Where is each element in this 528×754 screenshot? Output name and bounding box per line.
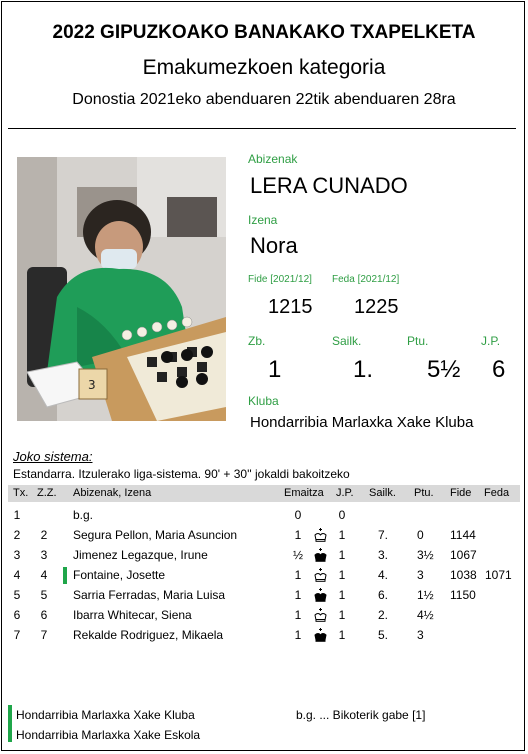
player-club: Hondarribia Marlaxka Xake Kluba [250,414,474,431]
games-label: J.P. [481,334,501,348]
fide-label: Fide [2021/12] [248,274,312,285]
cell-fide: 1067 [450,548,477,562]
cell-result: ½ [292,548,303,562]
cell-result: 1 [294,628,302,642]
cell-result: 1 [294,528,302,542]
zb-label: Zb. [248,334,266,348]
header-divider [8,128,516,129]
cell-name: b.g. [73,508,94,522]
col-round: Tx. [13,487,29,499]
cell-rank: 5. [378,628,389,642]
cell-jp: 1 [338,548,346,562]
svg-text:3: 3 [88,378,96,392]
cell-round: 6 [13,608,21,622]
col-points: Ptu. [414,487,434,499]
player-games: 6 [492,356,506,383]
system-heading: Joko sistema: [13,449,93,464]
cell-rank: 2. [378,608,389,622]
tournament-title: 2022 GIPUZKOAKO BANAKAKO TXAPELKETA [52,22,476,43]
cell-fide: 1144 [450,528,476,542]
club-marker [8,705,12,742]
cell-result: 1 [294,568,302,582]
cell-points: 4½ [417,608,434,622]
cell-rank: 7. [378,528,389,542]
cell-rank: 6. [378,588,389,602]
cell-zz: 4 [40,568,48,582]
player-points: 5½ [427,356,461,383]
cell-zz: 5 [40,588,48,602]
black-king-icon [313,587,328,602]
cell-points: 3 [417,568,424,582]
cell-round: 7 [13,628,21,642]
cell-name: Segura Pellon, Maria Asuncion [73,528,238,542]
cell-name: Rekalde Rodriguez, Mikaela [73,628,224,642]
cell-name: Jimenez Legazque, Irune [73,548,208,562]
col-name: Abizenak, Izena [73,487,152,499]
cell-zz: 3 [40,548,48,562]
player-name: Nora [250,233,298,258]
cell-jp: 1 [338,608,346,622]
cell-points: 3 [417,628,424,642]
rank-label: Sailk. [332,334,362,348]
cell-zz: 7 [40,628,48,642]
system-description: Estandarra. Itzulerako liga-sistema. 90' + 30'' jokaldi bakoitzeko [13,467,350,481]
cell-jp: 0 [338,508,346,522]
cell-feda: 1071 [485,568,512,582]
club-marker [63,567,67,584]
cell-round: 5 [13,588,21,602]
col-feda: Feda [484,487,510,499]
footer-club: Hondarribia Marlaxka Xake Kluba [16,708,195,722]
cell-result: 1 [294,588,302,602]
player-rank: 1. [353,356,374,383]
points-label: Ptu. [407,334,429,348]
cell-name: Sarria Ferradas, Maria Luisa [73,588,226,602]
cell-zz: 6 [40,608,48,622]
fide-rating: 1215 [268,296,313,318]
cell-fide: 1038 [450,568,477,582]
name-label: Izena [248,213,278,227]
feda-rating: 1225 [354,296,399,318]
location-dates: Donostia 2021eko abenduaren 22tik abenduaren 28ra [72,91,456,108]
col-result: Emaitza [284,487,324,499]
footer-note: b.g. ... Bikoterik gabe [1] [296,708,426,722]
cell-jp: 1 [338,628,346,642]
col-fide: Fide [450,487,472,499]
cell-result: 1 [294,608,302,622]
footer-school: Hondarribia Marlaxka Xake Eskola [16,728,201,742]
cell-jp: 1 [338,528,346,542]
cell-result: 0 [294,508,302,522]
cell-round: 2 [13,528,21,542]
black-king-icon [313,547,328,562]
cell-jp: 1 [338,588,346,602]
cell-name: Fontaine, Josette [73,568,166,582]
category-title: Emakumezkoen kategoria [142,56,386,79]
cell-points: 3½ [417,548,434,562]
cell-round: 1 [13,508,21,522]
white-king-icon [313,607,328,622]
club-label: Kluba [248,394,279,408]
cell-rank: 4. [378,568,389,582]
cell-rank: 3. [378,548,389,562]
white-king-icon [313,567,328,582]
col-jp: J.P. [336,487,354,499]
cell-points: 1½ [417,588,434,602]
cell-name: Ibarra Whitecar, Siena [73,608,192,622]
surname-label: Abizenak [248,152,298,166]
white-king-icon [313,527,328,542]
feda-label: Feda [2021/12] [332,274,400,285]
player-surname: LERA CUNADO [250,173,408,198]
cell-zz: 2 [40,528,48,542]
col-rank: Sailk. [369,487,396,499]
col-zz: Z.Z. [37,487,57,499]
cell-jp: 1 [338,568,346,582]
cell-round: 4 [13,568,21,582]
cell-round: 3 [13,548,21,562]
black-king-icon [313,627,328,642]
cell-points: 0 [417,528,424,542]
cell-fide: 1150 [450,588,476,602]
player-photo [17,157,226,421]
player-number: 1 [268,356,282,383]
